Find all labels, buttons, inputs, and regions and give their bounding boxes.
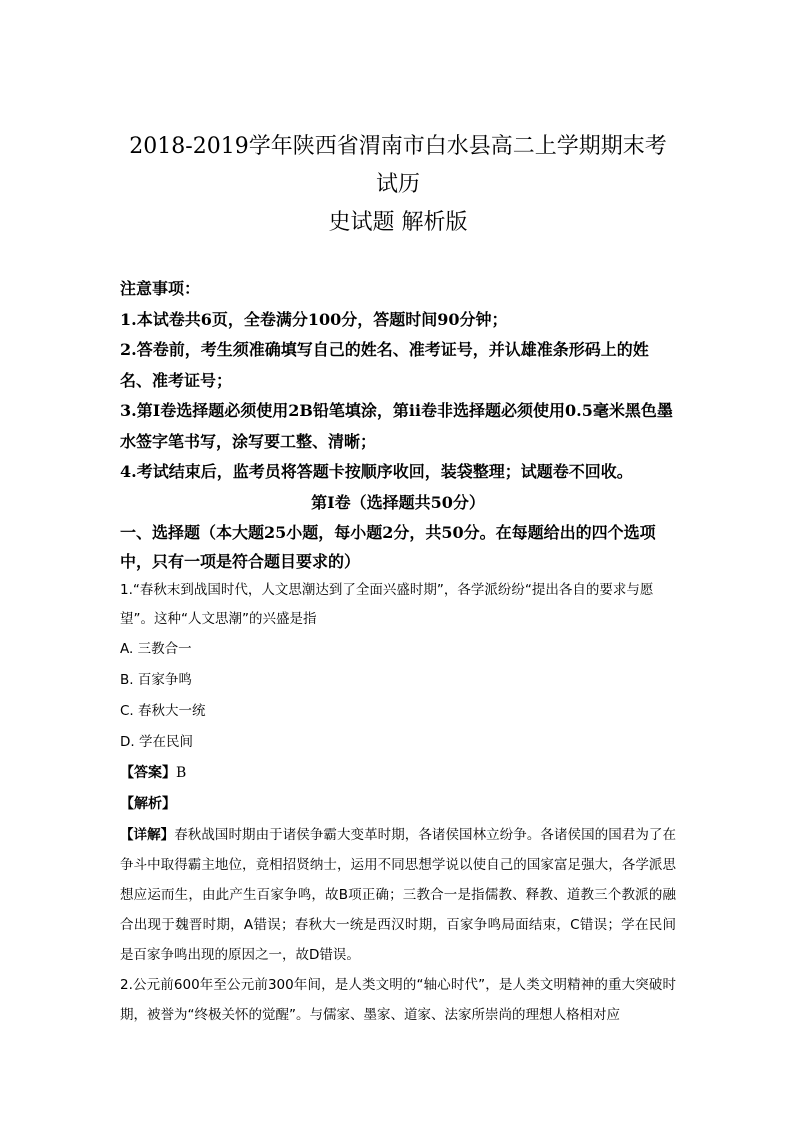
question-1-stem: 1.“春秋末到战国时代，人文思潮达到了全面兴盛时期”，各学派纷纷“提出各自的要求与愿望”。这种“人文思潮”的兴盛是指 [120, 581, 654, 627]
title-line-1: 2018-2019学年陕西省渭南市白水县高二上学期期末考试历 [129, 134, 667, 197]
option-b: B. 百家争鸣 [120, 671, 192, 688]
notice-item-1: 1.本试卷共6页，全卷满分100分，答题时间90分钟； [120, 309, 508, 329]
notice-item-3: 3.第Ⅰ卷选择题必须使用2B铅笔填涂，第ⅱ卷非选择题必须使用0.5毫米黑色墨水签字笔书写，涂写要工整、清晰； [120, 401, 673, 451]
analysis-line [120, 789, 676, 820]
answer-label: 【答案】 [120, 764, 176, 781]
option-c: C. 春秋大一统 [120, 702, 206, 719]
question-2 [120, 970, 676, 1030]
section-heading: 第Ⅰ卷（选择题共50分） [311, 492, 485, 512]
question-2-stem: 2.公元前600年至公元前300年间，是人类文明的“轴心时代”，是人类文明精神的重大突破时期，被誉为“终极关怀的觉醒”。与儒家、墨家、道家、法家所崇尚的理想人格相对应 [120, 976, 676, 1023]
title-line-2: 史试题 解析版 [328, 210, 468, 235]
detail-text: 春秋战国时期由于诸侯争霸大变革时期，各诸侯国林立纷争。各诸侯国的国君为了在争斗中取得霸主地位，竟相招贤纳士，运用不同思想学说以使自己的国家富足强大，各学派思想应运而生，由此产生百家争鸣，故B项正确；三教合一是指儒教、释教、道教三个教派的融合出现于魏晋时期，A错误；春秋大一统是西汉时期，百家争鸣局面结束，C错误；学在民间是百家争鸣出现的原因之一，故D错误。 [120, 826, 676, 963]
exam-page [120, 128, 676, 1030]
detail-paragraph [120, 820, 676, 970]
notice-item-4: 4.考试结束后，监考员将答题卡按顺序收回，装袋整理；试题卷不回收。 [120, 462, 633, 481]
question-1 [120, 576, 676, 970]
answer-line [120, 758, 676, 789]
part-heading: 一、选择题（本大题25小题，每小题2分，共50分。在每题给出的四个选项中，只有一项是符合题目要求的） [120, 522, 656, 571]
option-a: A. 三教合一 [120, 640, 192, 657]
analysis-label: 【解析】 [120, 795, 176, 812]
notice-item-2: 2.答卷前，考生须准确填写自己的姓名、准考证号，并认雄准条形码上的姓名、准考证号； [120, 340, 649, 390]
option-d: D. 学在民间 [120, 733, 193, 750]
document-title [120, 128, 676, 242]
notice-heading: 注意事项： [120, 279, 201, 298]
notice-block [120, 274, 676, 488]
detail-label: 【详解】 [120, 826, 175, 843]
answer-value: B [176, 764, 187, 781]
